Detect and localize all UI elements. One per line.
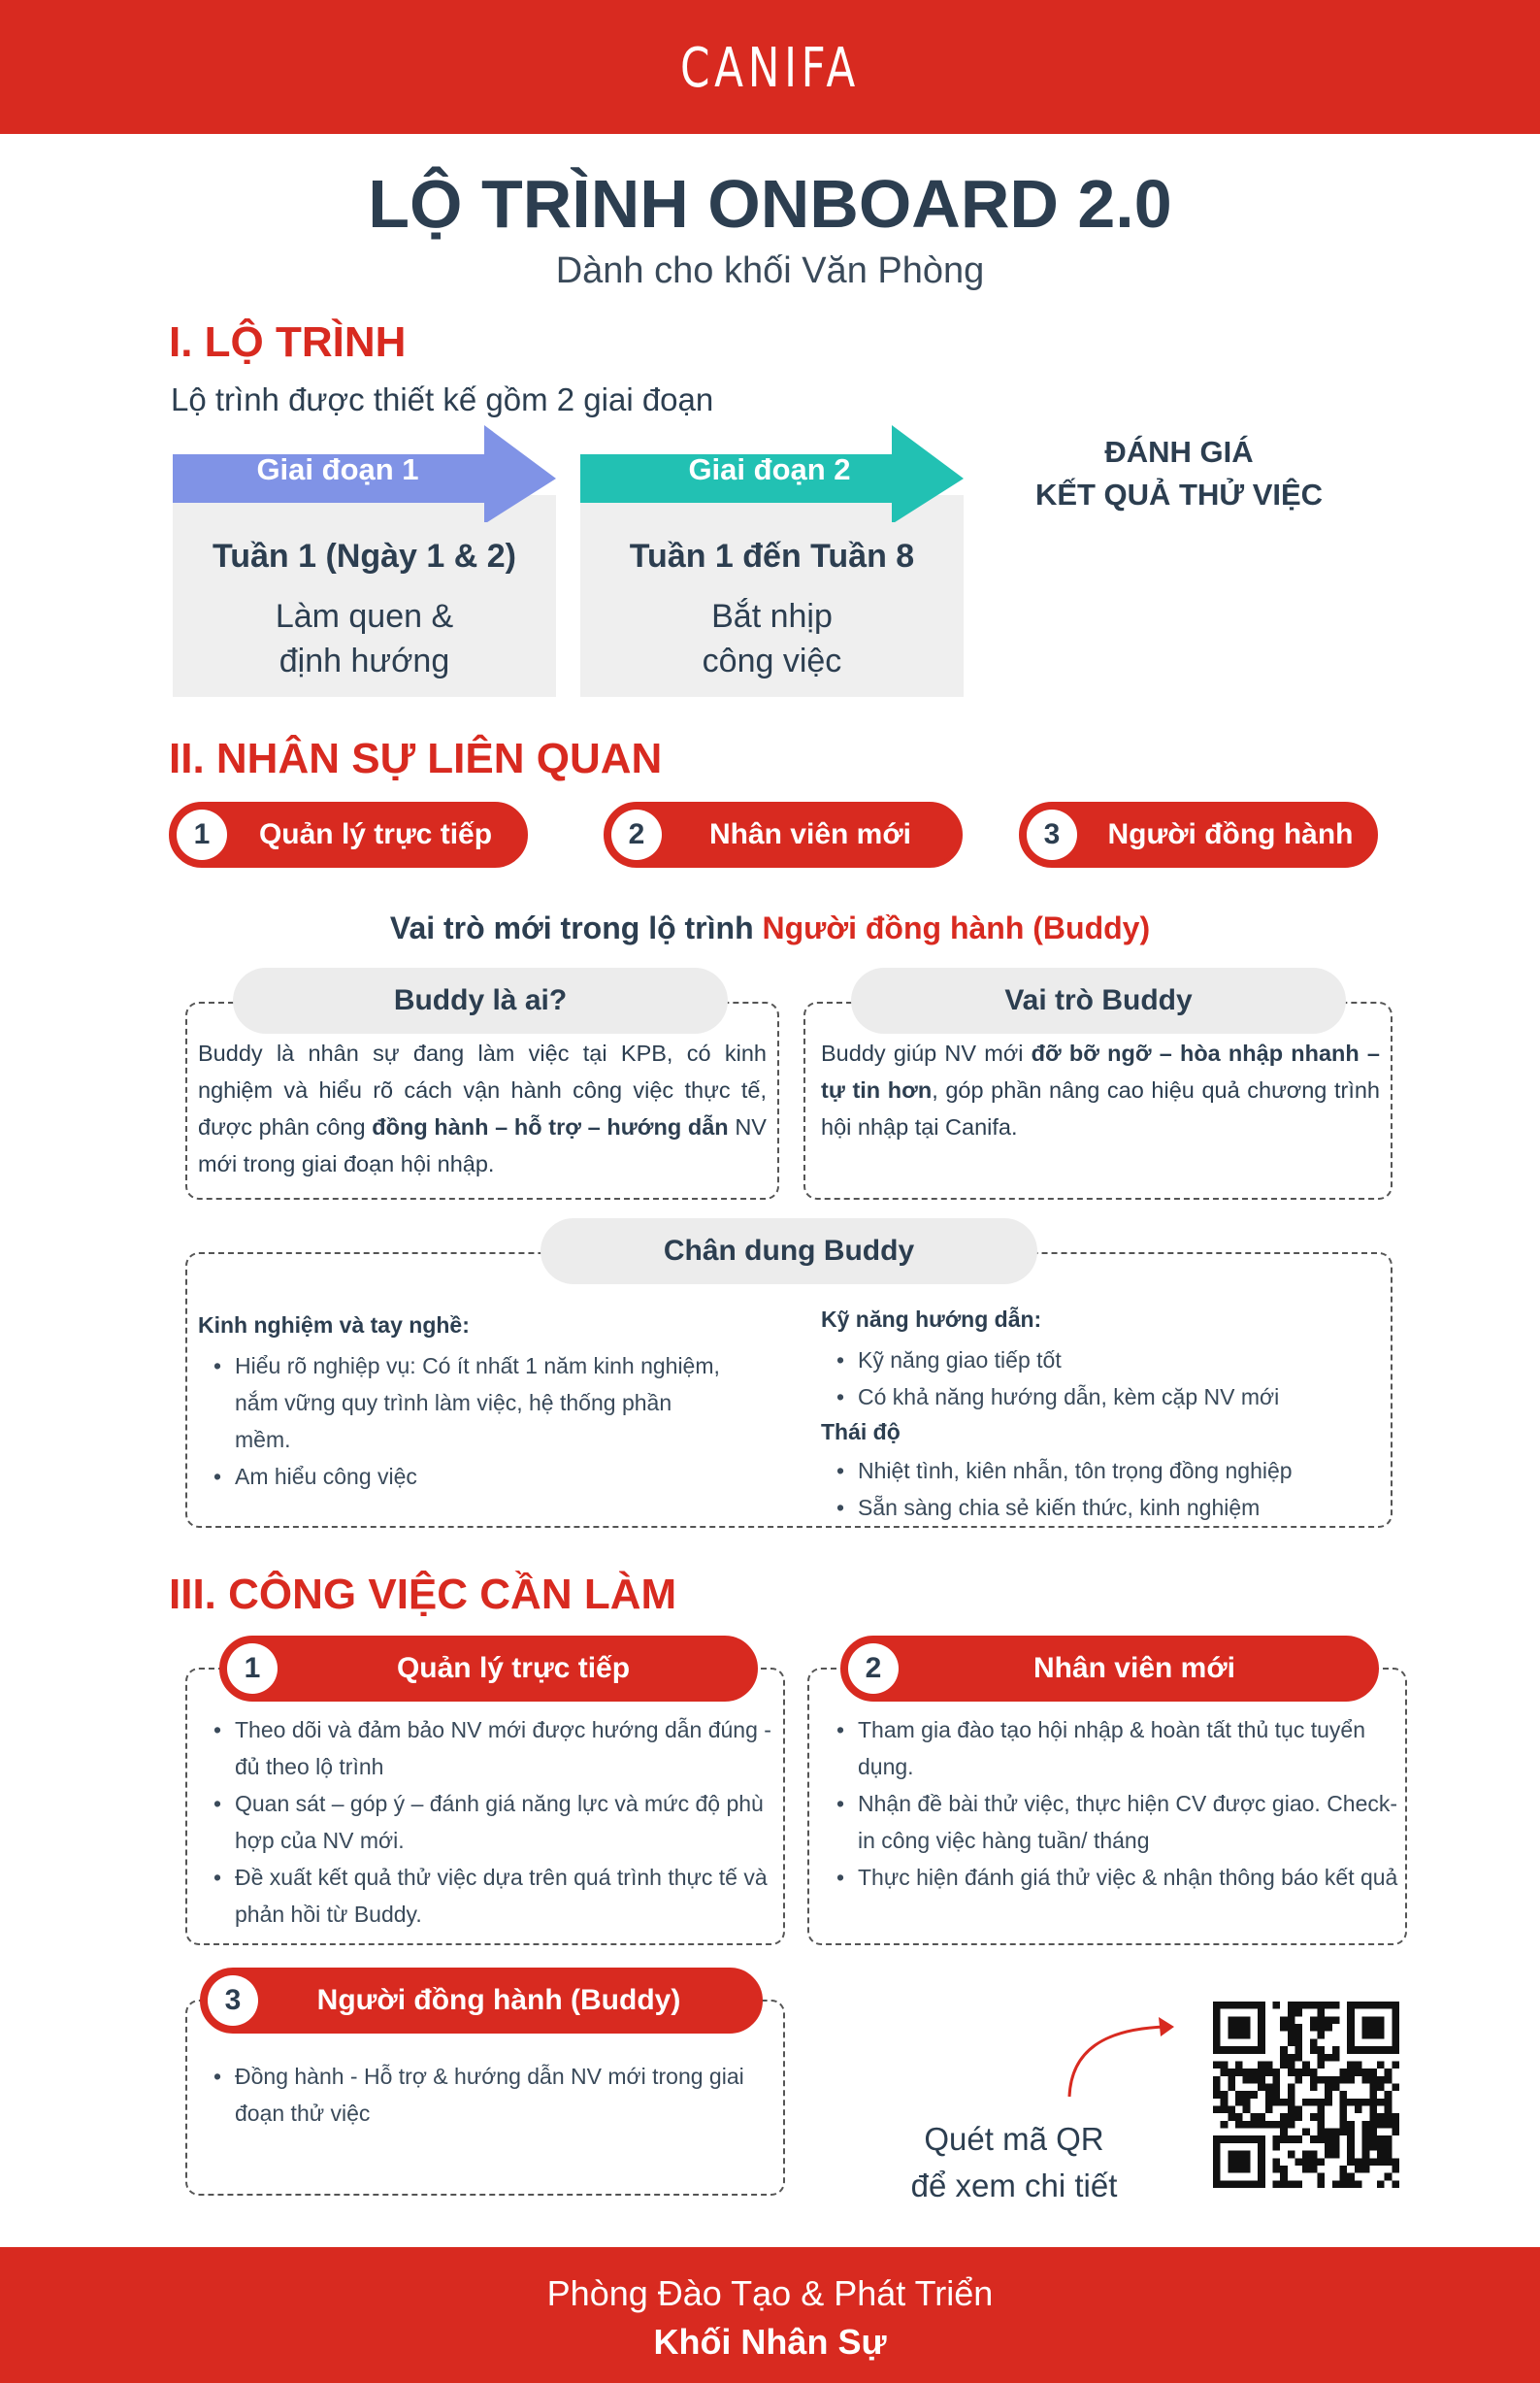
role-1-number: 1	[177, 810, 227, 860]
buddy-task-number: 3	[208, 1975, 258, 2026]
phase-1-week: Tuần 1 (Ngày 1 & 2)	[213, 538, 516, 575]
phase-2-label: Giai đoạn 2	[688, 452, 851, 486]
role-pill-manager	[169, 802, 528, 868]
role-3-number: 3	[1027, 810, 1077, 860]
newhire-task-list	[821, 1711, 1398, 1896]
attitude-heading: Thái độ	[821, 1419, 901, 1444]
list-item: • Hiểu rõ nghiệp vụ: Có ít nhất 1 năm kinh nghiệm, nắm vững quy trình làm việc, hệ thống phần mềm.	[198, 1347, 722, 1458]
newhire-task-title: Nhân viên mới	[1032, 1652, 1236, 1684]
list-item: • Nhiệt tình, kiên nhẫn, tôn trọng đồng nghiệp	[821, 1452, 1374, 1489]
qr-code-icon[interactable]	[1213, 2002, 1399, 2188]
buddy-who-title: Buddy là ai?	[233, 968, 728, 1034]
role-1-label: Quản lý trực tiếp	[258, 818, 493, 850]
list-item: • Quan sát – góp ý – đánh giá năng lực và mức độ phù hợp của NV mới.	[198, 1785, 775, 1859]
footer-division: Khối Nhân Sự	[653, 2322, 887, 2362]
role-3-label: Người đồng hành	[1107, 818, 1354, 850]
footer-department: Phòng Đào Tạo & Phát Triển	[546, 2273, 994, 2313]
phase-2-week: Tuần 1 đến Tuần 8	[629, 538, 915, 575]
list-item: • Nhận đề bài thử việc, thực hiện CV được giao. Check-in công việc hàng tuần/ tháng	[821, 1785, 1398, 1859]
manager-task-title: Quản lý trực tiếp	[396, 1652, 631, 1684]
experience-heading: Kinh nghiệm và tay nghề:	[198, 1312, 470, 1338]
page-title: LỘ TRÌNH ONBOARD 2.0	[368, 166, 1172, 242]
buddy-role-title: Vai trò Buddy	[851, 968, 1346, 1034]
qr-caption: Quét mã QR để xem chi tiết	[910, 2121, 1118, 2203]
buddy-task-list	[198, 2058, 775, 2132]
role-2-label: Nhân viên mới	[708, 818, 912, 850]
brand-logo: CANIFA	[679, 37, 861, 100]
list-item: • Kỹ năng giao tiếp tốt	[821, 1341, 1374, 1378]
buddy-who-text: Buddy là nhân sự đang làm việc tại KPB, có kinh nghiệm và hiểu rõ cách vận hành công việc thực tế, được phân công đồng hành – hỗ trợ – hướng dẫn NV mới trong giai đoạn hội nhập.	[198, 1041, 767, 1176]
list-item: • Theo dõi và đảm bảo NV mới được hướng dẫn đúng - đủ theo lộ trình	[198, 1711, 775, 1785]
skill-heading: Kỹ năng hướng dẫn:	[821, 1307, 1042, 1332]
experience-list	[198, 1347, 722, 1495]
phase-1-label: Giai đoạn 1	[256, 452, 419, 486]
manager-task-pill	[219, 1636, 758, 1702]
section-1-heading: I. LỘ TRÌNH	[169, 318, 407, 366]
list-item: • Thực hiện đánh giá thử việc & nhận thông báo kết quả	[821, 1859, 1398, 1896]
list-item: • Có khả năng hướng dẫn, kèm cặp NV mới	[821, 1378, 1374, 1415]
list-item: • Tham gia đào tạo hội nhập & hoàn tất thủ tục tuyển dụng.	[821, 1711, 1398, 1785]
list-item: • Am hiểu công việc	[198, 1458, 722, 1495]
newhire-task-number: 2	[848, 1643, 899, 1694]
manager-task-list	[198, 1711, 775, 1933]
phase-1-desc-2: định hướng	[279, 643, 450, 679]
list-item: • Đề xuất kết quả thử việc dựa trên quá trình thực tế và phản hồi từ Buddy.	[198, 1859, 775, 1933]
list-item: • Sẵn sàng chia sẻ kiến thức, kinh nghiệm	[821, 1489, 1374, 1526]
evaluation-label: ĐÁNH GIÁ KẾT QUẢ THỬ VIỆC	[1034, 435, 1324, 512]
newhire-task-pill	[840, 1636, 1379, 1702]
phase-1-desc-1: Làm quen &	[275, 598, 454, 635]
page-subtitle: Dành cho khối Văn Phòng	[555, 250, 985, 291]
role-pill-buddy	[1019, 802, 1378, 868]
role-2-number: 2	[611, 810, 662, 860]
skill-list	[821, 1341, 1374, 1415]
list-item: • Đồng hành - Hỗ trợ & hướng dẫn NV mới trong giai đoạn thử việc	[198, 2058, 775, 2132]
section-1-intro: Lộ trình được thiết kế gồm 2 giai đoạn	[171, 381, 714, 417]
curved-arrow-icon	[1060, 2007, 1186, 2104]
section-2-heading: II. NHÂN SỰ LIÊN QUAN	[169, 735, 663, 782]
role-pill-newhire	[604, 802, 963, 868]
footer-bar	[0, 2247, 1540, 2383]
buddy-task-pill	[200, 1968, 763, 2034]
buddy-portrait-title: Chân dung Buddy	[541, 1218, 1037, 1284]
buddy-task-title: Người đồng hành (Buddy)	[316, 1984, 681, 2016]
buddy-role-text: Buddy giúp NV mới đỡ bỡ ngỡ – hòa nhập nhanh – tự tin hơn, góp phần nâng cao hiệu quả chương trình hội nhập tại Canifa.	[821, 1041, 1380, 1140]
phase-2-desc-1: Bắt nhịp	[711, 598, 833, 635]
manager-task-number: 1	[227, 1643, 278, 1694]
phase-2-desc-2: công việc	[702, 643, 842, 679]
attitude-list	[821, 1452, 1374, 1526]
new-role-title: Vai trò mới trong lộ trình Người đồng hành (Buddy)	[389, 910, 1151, 945]
section-3-heading: III. CÔNG VIỆC CẦN LÀM	[169, 1571, 677, 1618]
